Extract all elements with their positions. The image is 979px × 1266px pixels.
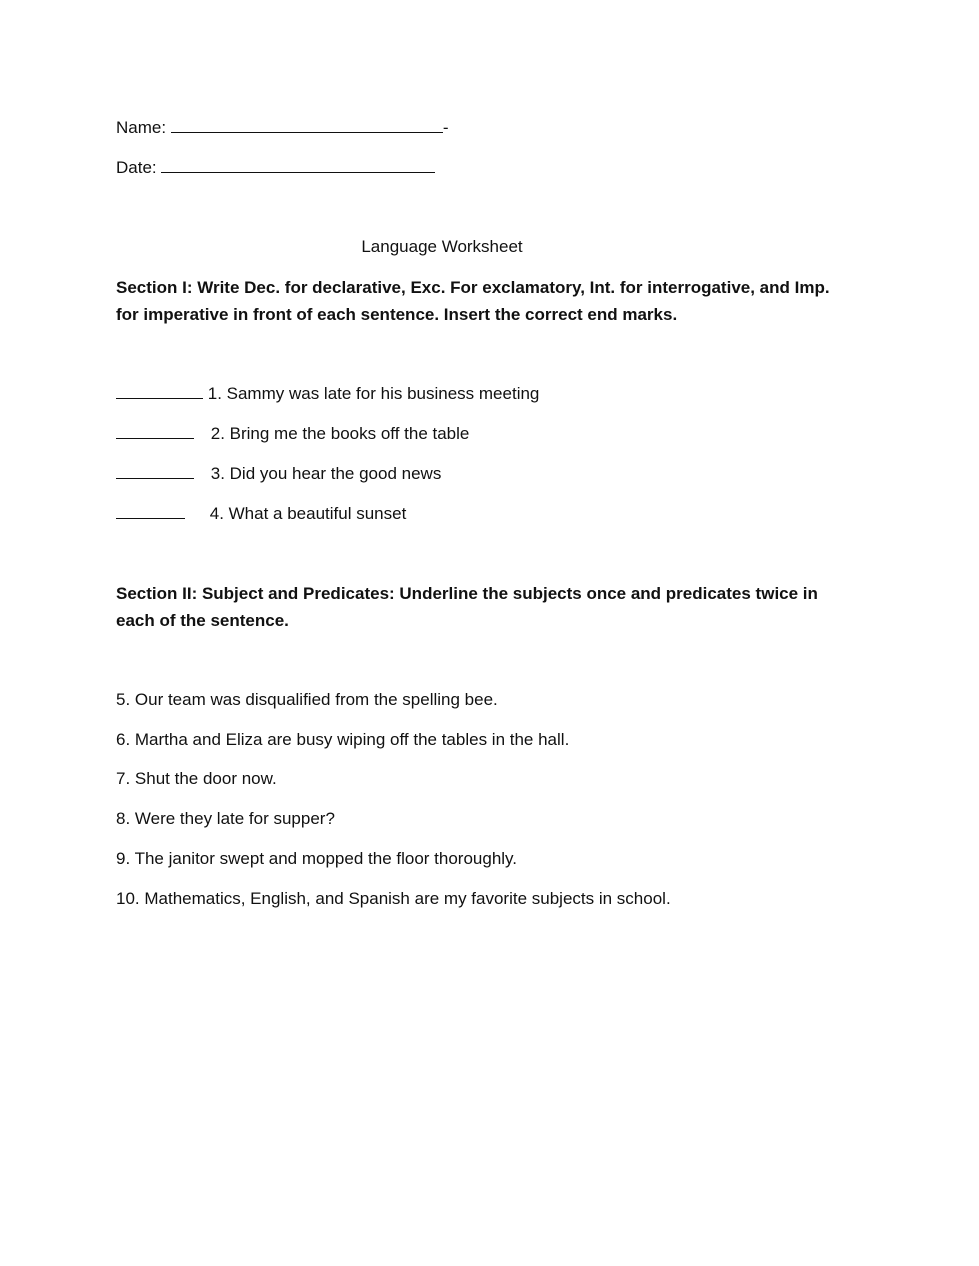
section1-item xyxy=(116,422,469,445)
answer-blank[interactable] xyxy=(116,422,194,439)
name-suffix: - xyxy=(442,118,449,137)
name-label: Name: xyxy=(116,118,167,137)
section2-heading: Section II: Subject and Predicates: Underline the subjects once and predicates twice in each of the sentence. xyxy=(116,584,818,630)
item-text: 2. Bring me the books off the table xyxy=(210,424,470,443)
answer-blank[interactable] xyxy=(116,502,185,519)
item-text: 3. Did you hear the good news xyxy=(210,464,442,483)
section2-item: 9. The janitor swept and mopped the floor thoroughly. xyxy=(116,849,518,868)
answer-blank[interactable] xyxy=(116,382,203,399)
section1-heading: Section I: Write Dec. for declarative, Exc. For exclamatory, Int. for interrogative, and Imp. for imperative in front of each sentence. Insert the correct end marks. xyxy=(116,278,830,324)
item-text: 1. Sammy was late for his business meeting xyxy=(207,384,540,403)
date-line xyxy=(116,156,435,179)
date-label: Date: xyxy=(116,158,157,177)
answer-blank[interactable] xyxy=(116,462,194,479)
name-blank[interactable] xyxy=(171,116,443,133)
section1-item xyxy=(116,462,441,485)
item-text: 4. What a beautiful sunset xyxy=(209,504,407,523)
section2-item: 6. Martha and Eliza are busy wiping off the tables in the hall. xyxy=(116,730,570,749)
section2-item: 7. Shut the door now. xyxy=(116,769,277,788)
section1-item xyxy=(116,382,539,405)
section1-item xyxy=(116,502,406,525)
date-blank[interactable] xyxy=(161,156,435,173)
name-line xyxy=(116,116,448,139)
section2-item: 5. Our team was disqualified from the spelling bee. xyxy=(116,690,498,709)
page-title: Language Worksheet xyxy=(361,237,523,256)
section2-item: 10. Mathematics, English, and Spanish are my favorite subjects in school. xyxy=(116,889,671,908)
section2-item: 8. Were they late for supper? xyxy=(116,809,335,828)
